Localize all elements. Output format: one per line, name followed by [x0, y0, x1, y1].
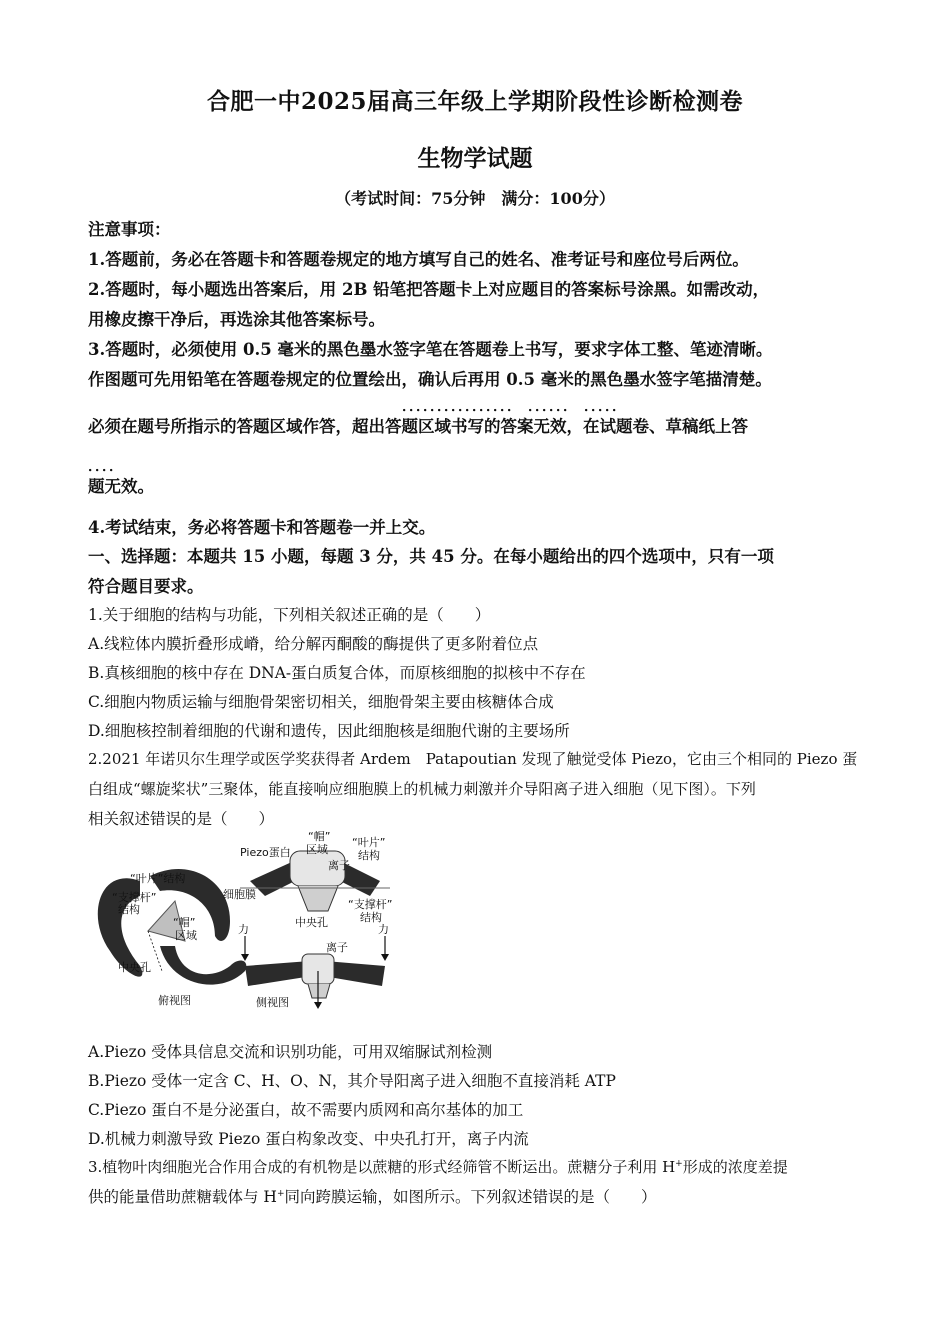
q1-option-d: D.细胞核控制着细胞的代谢和遗传，因此细胞核是细胞代谢的主要场所 [88, 722, 570, 740]
q2-stem-line-2: 白组成“螺旋桨状”三聚体，能直接响应细胞膜上的机械力刺激并介导阳离子进入细胞（见下图）。下列 [88, 780, 756, 798]
q2-option-b: B.Piezo 受体一定含 C、H、O、N，其介导阳离子进入细胞不直接消耗 ATP [88, 1072, 616, 1090]
left-label-leaf: “叶片”结构 [130, 872, 186, 885]
left-label-pole: “支撑杆” [112, 891, 157, 904]
left-label-pole-2: 结构 [118, 903, 140, 916]
label-side-view: 侧视图 [256, 996, 289, 1009]
piezo-side-view-open [238, 922, 389, 1009]
label-leaf: “叶片” [352, 836, 386, 849]
left-label-top-view: 俯视图 [158, 994, 191, 1007]
left-label-center-pore: 中央孔 [118, 961, 151, 974]
q2-option-c: C.Piezo 蛋白不是分泌蛋白，故不需要内质网和高尔基体的加工 [88, 1101, 524, 1119]
exam-title: 合肥一中2025届高三年级上学期阶段性诊断检测卷 [206, 88, 743, 115]
piezo-figure [80, 826, 420, 1016]
q3-stem-1-pre: 3.植物叶肉细胞光合作用合成的有机物是以蔗糖的形式经筛管不断运出。蔗糖分子利用 H [88, 1158, 676, 1176]
q3-stem-line-2 [88, 1185, 657, 1207]
notice-line-6: 必须在题号所指示的答题区域作答，超出答题区域书写的答案无效，在试题卷、草稿纸上答 [88, 417, 748, 436]
q2-stem-line-3: 相关叙述错误的是（ ） [88, 810, 275, 828]
subject-title: 生物学试题 [417, 145, 533, 172]
section-heading-line-2: 符合题目要求。 [88, 577, 204, 596]
left-label-cap-2: 区域 [175, 929, 197, 942]
q1-stem: 1.关于细胞的结构与功能，下列相关叙述正确的是（ ） [88, 606, 491, 624]
label-piezo: Piezo蛋白 [240, 846, 291, 859]
q2-option-a: A.Piezo 受体具信息交流和识别功能，可用双缩脲试剂检测 [88, 1043, 493, 1061]
label-membrane: 细胞膜 [223, 888, 256, 901]
section-heading-line-1: 一、选择题：本题共 15 小题，每题 3 分，共 45 分。在每小题给出的四个选项中，只有一项 [88, 547, 774, 566]
q3-stem-line-1 [88, 1156, 788, 1177]
notice-line-1: 1.答题前，务必在答题卡和答题卷规定的地方填写自己的姓名、准考证号和座位号后两位。 [88, 250, 749, 269]
label-ion: 离子 [328, 859, 350, 872]
q3-stem-1-post: 形成的浓度差提 [682, 1158, 788, 1176]
label-center-pore: 中央孔 [295, 916, 328, 929]
q3-stem-2-post: 同向跨膜运输，如图所示。下列叙述错误的是（ ） [284, 1188, 657, 1206]
q2-stem-line-1: 2.2021 年诺贝尔生理学或医学奖获得者 Ardem Patapoutian 发现了触觉受体 Piezo，它由三个相同的 Piezo 蛋 [88, 750, 858, 768]
left-label-cap: “帽” [173, 916, 196, 929]
q1-option-b: B.真核细胞的核中存在 DNA-蛋白质复合体，而原核细胞的拟核中不存在 [88, 664, 586, 682]
piezo-side-view-closed [223, 829, 392, 929]
label-pole: “支撑杆” [348, 898, 393, 911]
emphasis-dots-2: ．．．． [88, 459, 123, 475]
label-leaf-2: 结构 [358, 849, 380, 862]
q3-stem-2-pre: 供的能量借助蔗糖载体与 H [88, 1188, 277, 1206]
label-ion-2: 离子 [326, 941, 348, 954]
notice-line-2: 2.答题时，每小题选出答案后，用 2B 铅笔把答题卡上对应题目的答案标号涂黑。如需改动， [88, 280, 770, 299]
q1-option-a: A.线粒体内膜折叠形成嵴，给分解丙酮酸的酶提供了更多附着位点 [88, 635, 539, 653]
notice-line-4: 3.答题时，必须使用 0.5 毫米的黑色墨水签字笔在答题卷上书写，要求字体工整、笔迹清晰。 [88, 340, 773, 359]
label-cap: “帽” [308, 830, 331, 843]
q3-sup-1: + [675, 1159, 683, 1169]
label-pole-2: 结构 [360, 911, 382, 924]
notice-line-8: 4.考试结束，务必将答题卡和答题卷一并上交。 [88, 518, 436, 537]
label-force-right: 力 [378, 923, 389, 936]
q2-option-d: D.机械力刺激导致 Piezo 蛋白构象改变、中央孔打开，离子内流 [88, 1130, 529, 1148]
q3-sup-2: + [276, 1188, 285, 1199]
notice-line-7: 题无效。 [88, 477, 154, 496]
notice-line-3: 用橡皮擦干净后，再选涂其他答案标号。 [88, 310, 385, 329]
exam-info: （考试时间：75分钟 满分：100分） [335, 189, 615, 208]
label-force-left: 力 [238, 923, 249, 936]
label-cap-2: 区域 [306, 843, 328, 856]
notice-line-5: 作图题可先用铅笔在答题卷规定的位置绘出，确认后再用 0.5 毫米的黑色墨水签字笔描清楚。 [88, 370, 772, 389]
emphasis-dots-1: ．．．．．．．．．．．．．．．． ．．．．．． ．．．．． [402, 399, 626, 415]
notice-heading: 注意事项： [88, 220, 171, 239]
q1-option-c: C.细胞内物质运输与细胞骨架密切相关，细胞骨架主要由核糖体合成 [88, 693, 554, 711]
